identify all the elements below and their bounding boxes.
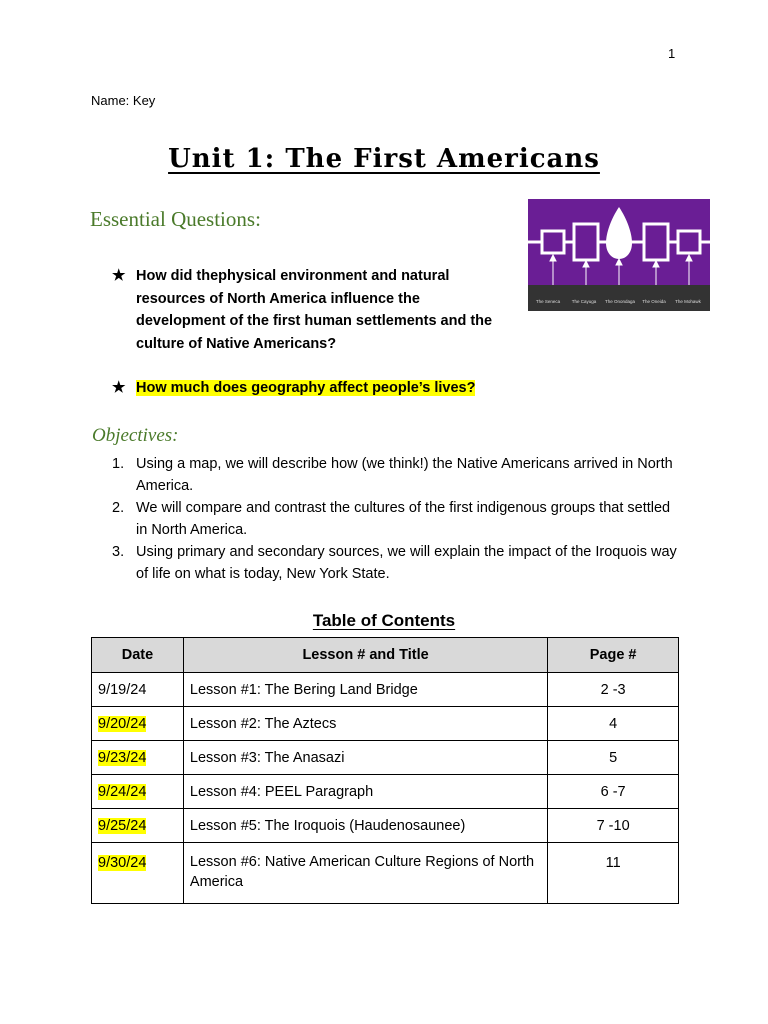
toc-header-date: Date bbox=[92, 638, 184, 673]
page-number: 1 bbox=[668, 46, 676, 61]
essential-questions-heading: Essential Questions: bbox=[90, 207, 261, 231]
objective-number: 3. bbox=[112, 544, 125, 560]
toc-page-cell: 11 bbox=[548, 843, 679, 904]
toc-header-row bbox=[92, 638, 679, 673]
name-line: Name: Key bbox=[91, 93, 156, 108]
table-row bbox=[92, 843, 679, 904]
objective-text: Using primary and secondary sources, we will explain the impact of the Iroquois way of life on what is today, New York State. bbox=[136, 544, 677, 582]
toc-date-cell bbox=[92, 741, 184, 775]
toc-page-cell: 7 -10 bbox=[548, 809, 679, 843]
objective-number: 2. bbox=[112, 500, 125, 516]
objectives-heading: Objectives: bbox=[92, 425, 179, 446]
toc-date-cell bbox=[92, 775, 184, 809]
objective-number: 1. bbox=[112, 456, 125, 472]
table-row bbox=[92, 775, 679, 809]
objectives-list bbox=[112, 453, 682, 585]
toc-date-cell bbox=[92, 707, 184, 741]
star-bullet-icon: ★ bbox=[112, 379, 126, 396]
toc-page-cell: 2 -3 bbox=[548, 673, 679, 707]
toc-title-text: Table of Contents bbox=[312, 611, 456, 630]
toc-date-cell bbox=[92, 843, 184, 904]
table-row bbox=[92, 673, 679, 707]
toc-date: 9/24/24 bbox=[98, 783, 147, 800]
toc-lesson-cell: Lesson #1: The Bering Land Bridge bbox=[183, 673, 547, 707]
toc-page-cell: 4 bbox=[548, 707, 679, 741]
unit-title bbox=[0, 144, 768, 174]
toc-date-cell bbox=[92, 809, 184, 843]
toc-lesson-cell: Lesson #6: Native American Culture Regions of North America bbox=[183, 843, 547, 904]
essential-question-text: How much does geography affect people’s lives? bbox=[136, 380, 476, 396]
flag-caption-1: The Seneca bbox=[535, 299, 561, 304]
table-of-contents bbox=[91, 637, 679, 904]
essential-question-1 bbox=[112, 265, 512, 355]
essential-question-2 bbox=[112, 377, 512, 400]
toc-lesson-cell: Lesson #5: The Iroquois (Haudenosaunee) bbox=[183, 809, 547, 843]
unit-title-text: Unit 1: The First Americans bbox=[168, 144, 600, 174]
flag-caption-band bbox=[528, 285, 710, 311]
essential-questions-list bbox=[112, 265, 512, 400]
flag-caption-3: The Onondaga bbox=[604, 299, 636, 304]
star-bullet-icon: ★ bbox=[112, 267, 126, 284]
toc-lesson-cell: Lesson #4: PEEL Paragraph bbox=[183, 775, 547, 809]
objective-item bbox=[112, 453, 682, 497]
flag-caption-2: The Cayuga bbox=[571, 299, 597, 304]
toc-page-cell: 6 -7 bbox=[548, 775, 679, 809]
flag-caption-4: The Oneida bbox=[642, 299, 666, 304]
iroquois-flag-image bbox=[528, 199, 710, 311]
objective-text: We will compare and contrast the cultures of the first indigenous groups that settled in North America. bbox=[136, 500, 671, 538]
toc-header-lesson: Lesson # and Title bbox=[183, 638, 547, 673]
toc-date: 9/19/24 bbox=[98, 681, 147, 698]
table-row bbox=[92, 707, 679, 741]
objective-text: Using a map, we will describe how (we think!) the Native Americans arrived in North America. bbox=[136, 456, 673, 494]
essential-question-text: How did thephysical environment and natural resources of North America influence the development of the first human settlements and the culture of Native Americans? bbox=[136, 268, 493, 352]
toc-date: 9/30/24 bbox=[98, 855, 147, 871]
objective-item bbox=[112, 541, 682, 585]
flag-caption-5: The Mohawk bbox=[675, 299, 701, 304]
toc-date-cell bbox=[92, 673, 184, 707]
toc-lesson-cell: Lesson #3: The Anasazi bbox=[183, 741, 547, 775]
table-row bbox=[92, 741, 679, 775]
objective-item bbox=[112, 497, 682, 541]
toc-lesson-cell: Lesson #2: The Aztecs bbox=[183, 707, 547, 741]
toc-header-page: Page # bbox=[548, 638, 679, 673]
toc-page-cell: 5 bbox=[548, 741, 679, 775]
toc-date: 9/25/24 bbox=[98, 817, 147, 834]
toc-date: 9/23/24 bbox=[98, 749, 147, 766]
table-row bbox=[92, 809, 679, 843]
toc-title bbox=[0, 611, 768, 631]
toc-date: 9/20/24 bbox=[98, 715, 147, 732]
